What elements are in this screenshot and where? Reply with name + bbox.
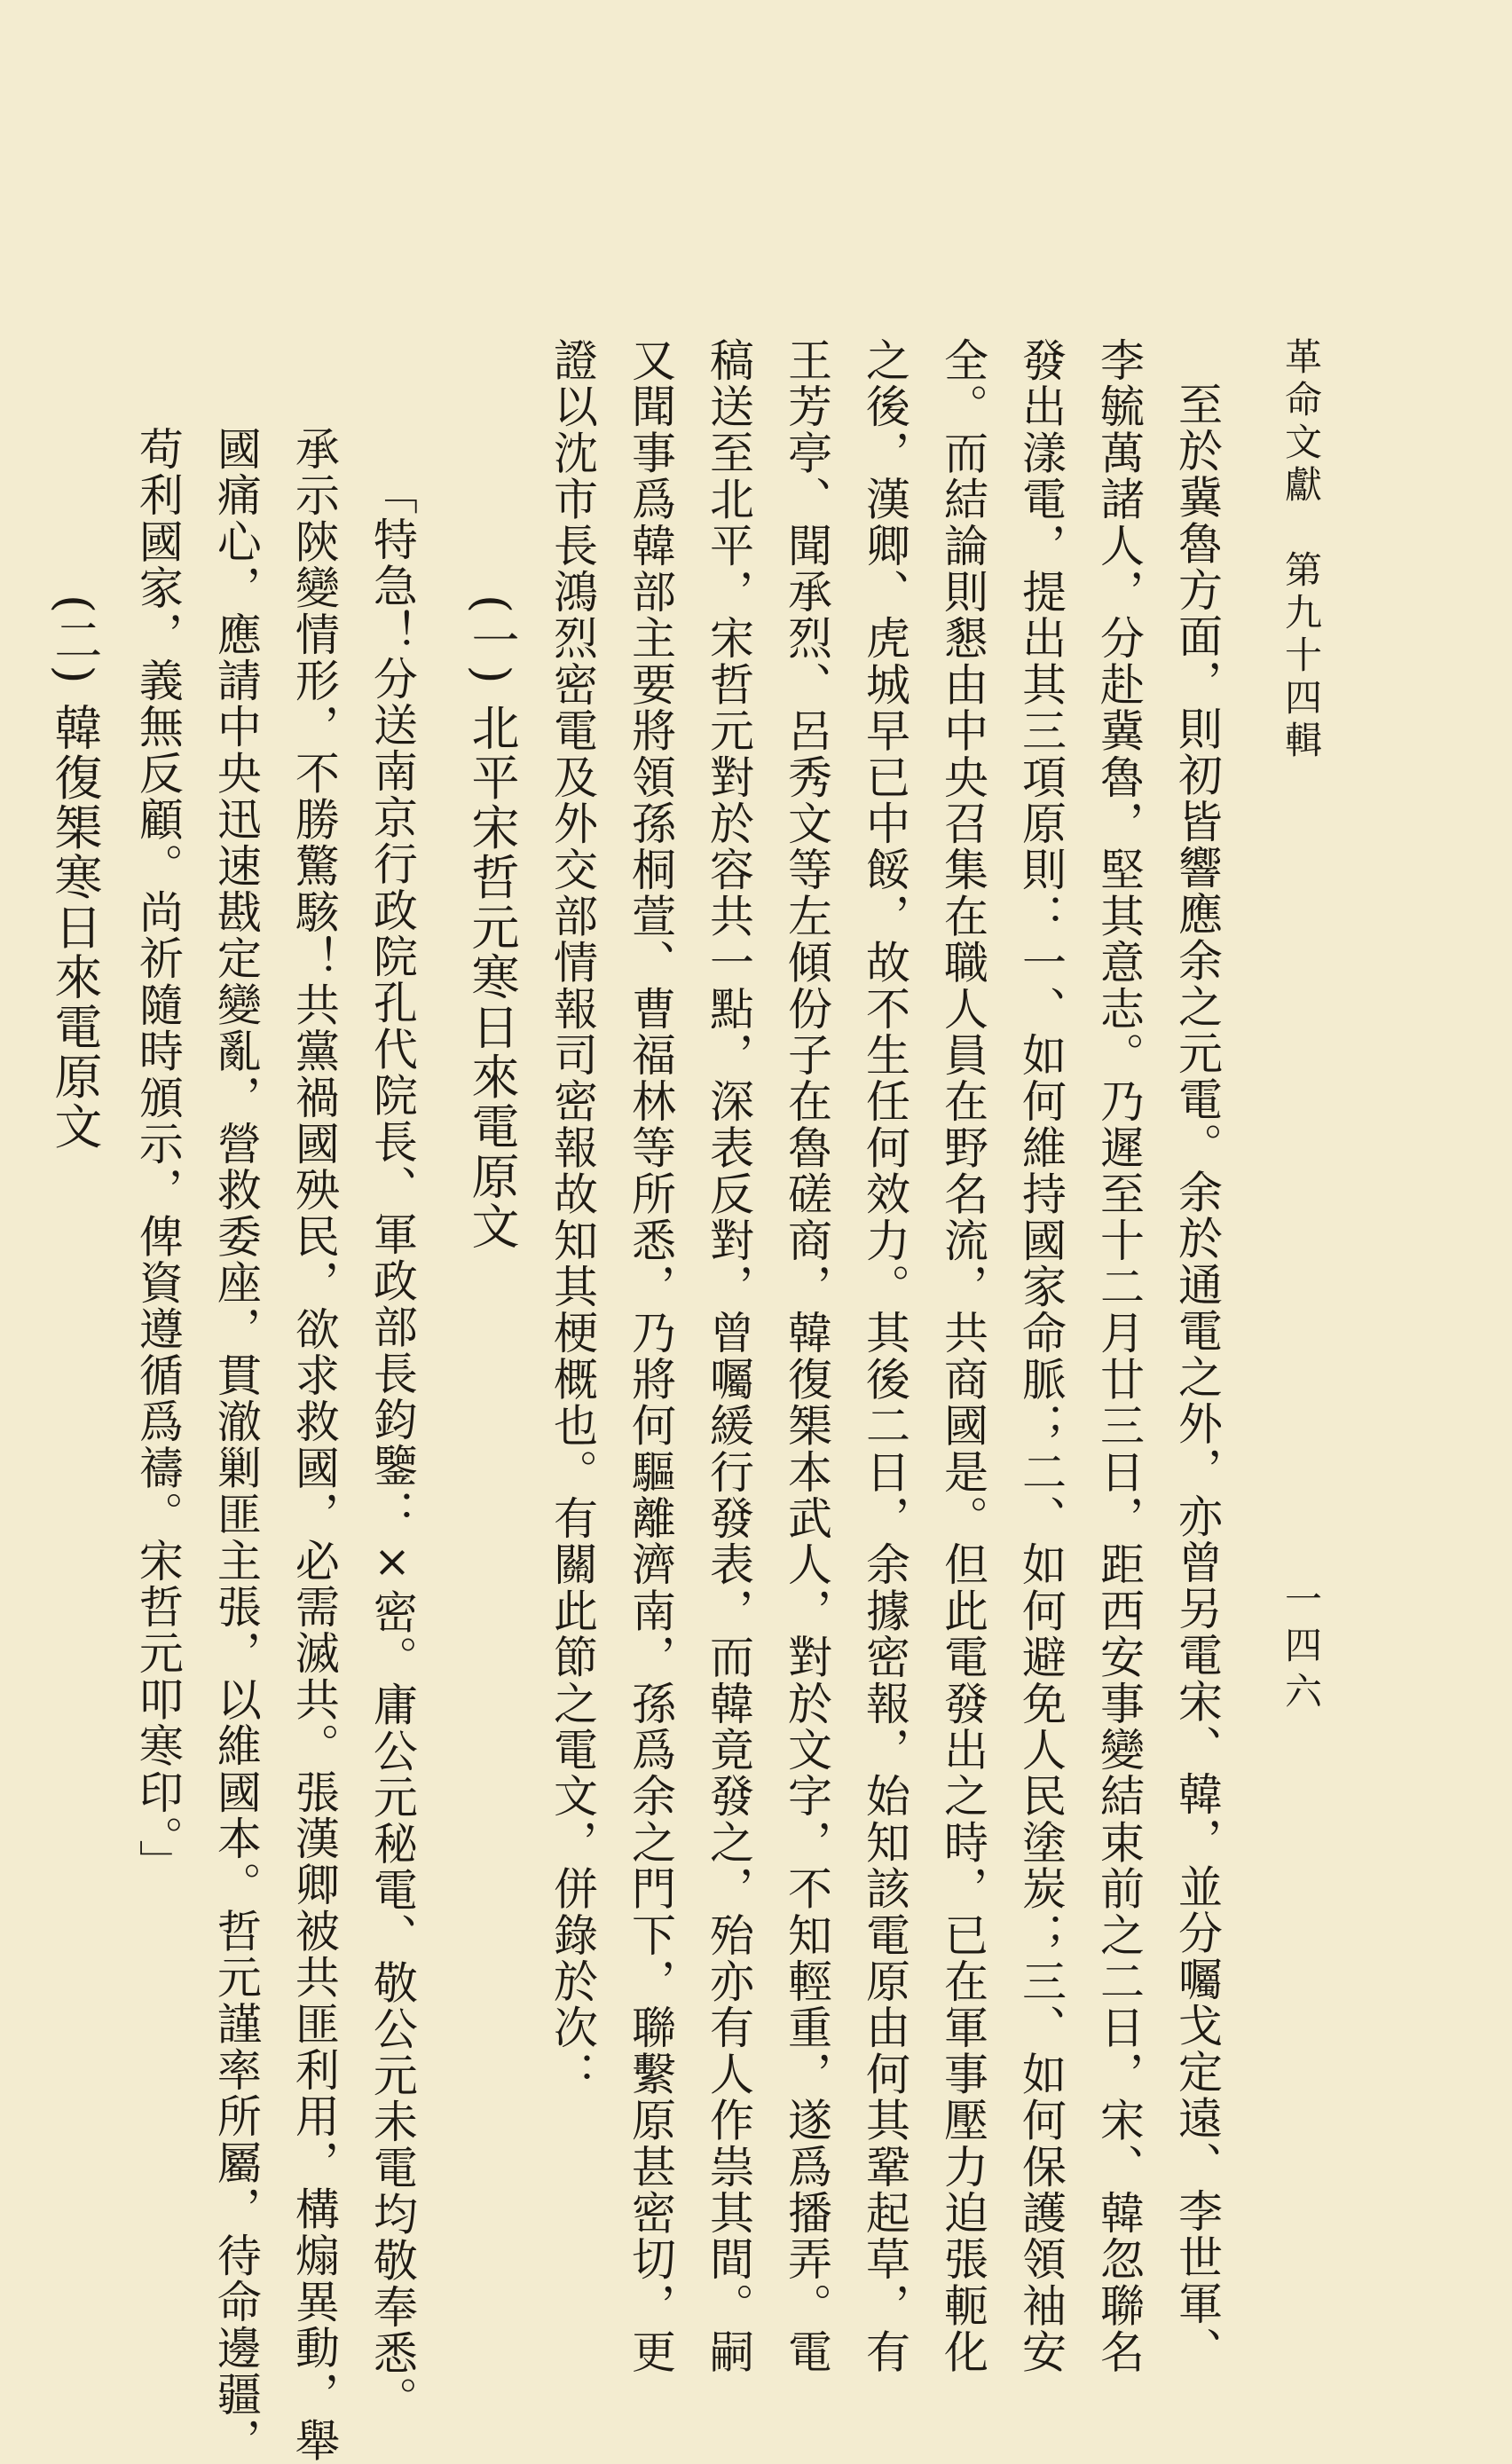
text-column: 證以沈市長鴻烈密電及外交部情報司密報故知其梗概也。有關此節之電文，併錄於次： xyxy=(547,337,598,2098)
text-column: 又聞事爲韓部主要將領孫桐萱、曹福林等所悉，乃將何驅離濟南，孫爲余之門下，聯繫原甚密切，更 xyxy=(625,337,676,2375)
telegram-quote-column: 苟利國家，義無反顧。尚祈隨時頒示，俾資遵循爲禱。宋哲元叩寒印。」 xyxy=(131,426,184,1886)
text-column: 李毓萬諸人，分赴冀魯，堅其意志。乃遲至十二月廿三日，距西安事變結束前之二日，宋、韓忽聯名 xyxy=(1093,337,1145,2375)
text-column: 全。而結論則懇由中央召集在職人員在野名流，共商國是。但此電發出之時，已在軍事壓力迫張軛化 xyxy=(937,337,988,2375)
text-column: 王芳亭、聞承烈、呂秀文等左傾份子在魯磋商，韓復榘本武人，對於文字，不知輕重，遂爲播弄。電 xyxy=(781,337,832,2375)
section-heading-2: (二) 韓復榘寒日來電原文 xyxy=(46,594,103,1152)
running-title: 革命文獻 第九十四輯 xyxy=(1280,337,1323,763)
telegram-quote-column: 承示陝變情形，不勝驚駭！共黨禍國殃民，欲求救國，必需滅共。張漢卿被共匪利用，構煽異動，舉 xyxy=(287,426,340,2464)
telegram-quote-column: 「特急！分送南京行政院孔代院長、軍政部長鈞鑒：×密。庸公元秘電、敬公元未電均敬奉悉。 xyxy=(366,470,418,2423)
text-column: 稿送至北平，宋哲元對於容共一點，深表反對，曾囑緩行發表，而韓竟發之，殆亦有人作祟其間。嗣 xyxy=(703,337,754,2375)
text-column: 至於冀魯方面，則初皆響應余之元電。余於通電之外，亦曾另電宋、韓，並分囑戈定遠、李世軍、 xyxy=(1171,382,1223,2373)
vertical-text-block xyxy=(18,337,1223,2464)
text-column: 之後，漢卿、虎城早已中餒，故不生任何效力。其後二日，余據密報，始知該電原由何其鞏起草，有 xyxy=(859,337,910,2375)
page-number: 一四六 xyxy=(1280,1579,1323,1718)
telegram-quote-column: 國痛心，應請中央迅速戡定變亂，營救委座，貫澈剿匪主張，以維國本。哲元謹率所屬，待命邊疆， xyxy=(209,426,262,2464)
section-heading-1: (一) 北平宋哲元寒日來電原文 xyxy=(464,594,520,1252)
text-column: 發出漾電，提出其三項原則：一、如何維持國家命脈；二、如何避免人民塗炭；三、如何保護領袖安 xyxy=(1015,337,1067,2375)
